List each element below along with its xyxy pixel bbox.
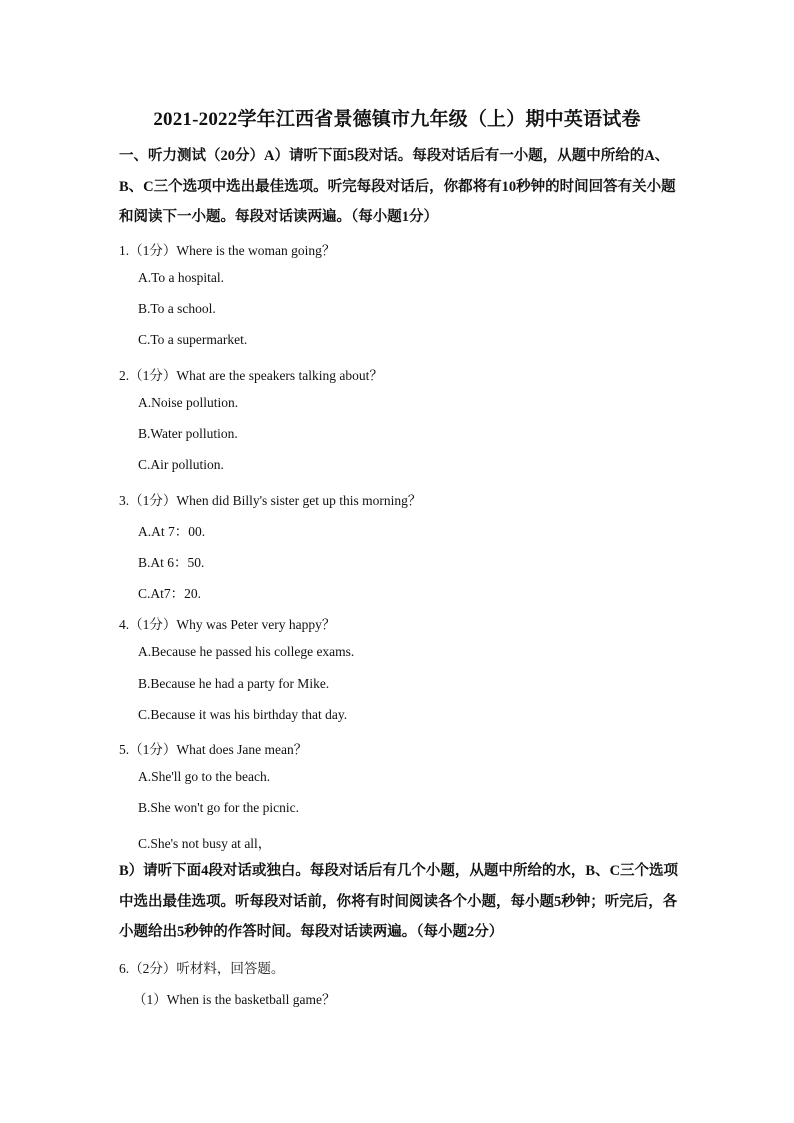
question-1: 1.（1分）Where is the woman going？ (119, 243, 336, 258)
page-title: 2021-2022学年江西省景德镇市九年级（上）期中英语试卷 (153, 109, 641, 130)
section-a-heading: 一、听力测试（20分）A）请听下面5段对话。每段对话后有一小题，从题中所给的A、B、C三个选项中选出最佳选项。听完每段对话后，你都将有10秒钟的时间回答有关小题和阅读下一小题。每段对话读两遍。（每小题1分） (119, 148, 676, 225)
section-b-heading: B）请听下面4段对话或独白。每段对话后有几个小题，从题中所给的水，B、C三个选项中选出最佳选项。听每段对话前，你将有时间阅读各个小题，每小题5秒钟；听完后，各小题给出5秒钟的作答时间。每段对话读两遍。（每小题2分） (119, 863, 679, 940)
question-2: 2.（1分）What are the speakers talking about？ (119, 368, 383, 383)
q3-option-a: A.At 7：00. (138, 524, 206, 539)
q3-option-b: B.At 6：50. (138, 555, 205, 570)
q5-option-a: A.She'll go to the beach. (138, 769, 271, 784)
q2-option-a: A.Noise pollution. (138, 395, 239, 410)
q2-option-c: C.Air pollution. (138, 457, 224, 472)
question-3: 3.（1分）When did Billy's sister get up this morning？ (119, 493, 422, 508)
q4-option-b: B.Because he had a party for Mike. (138, 676, 330, 691)
q4-option-a: A.Because he passed his college exams. (138, 644, 355, 659)
q1-option-c: C.To a supermarket. (138, 332, 248, 347)
question-6: 6.（2分）听材料，回答题。 (119, 961, 285, 976)
q5-option-c: C.She's not busy at all， (138, 836, 272, 851)
q6-subquestion-1: （1）When is the basketball game？ (133, 992, 336, 1007)
q4-option-c: C.Because it was his birthday that day. (138, 707, 348, 722)
q2-option-b: B.Water pollution. (138, 426, 238, 441)
q1-option-a: A.To a hospital. (138, 270, 225, 285)
q1-option-b: B.To a school. (138, 301, 216, 316)
q3-option-c: C.At7：20. (138, 586, 202, 601)
question-5: 5.（1分）What does Jane mean？ (119, 742, 308, 757)
q5-option-b: B.She won't go for the picnic. (138, 800, 300, 815)
question-4: 4.（1分）Why was Peter very happy？ (119, 617, 336, 632)
